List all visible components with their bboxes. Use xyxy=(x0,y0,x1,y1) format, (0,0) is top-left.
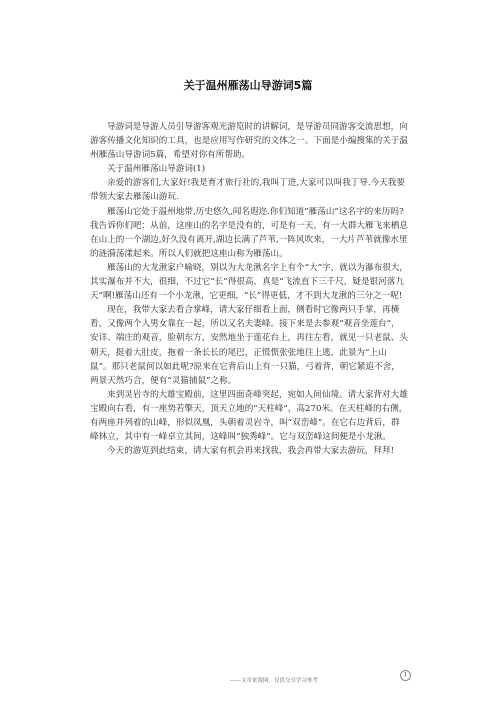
page-number-badge: 1 xyxy=(400,670,411,681)
paragraph-dalongqiu: 雁荡山的大龙湫家户喻晓，别以为大龙湫名字上有个“大”字，就以为瀑布很大，其实瀑布并不大，很细，不过它“长”得很高，真是“飞流直下三千尺，疑是银河落九天”啊!雁荡山还有一个小龙湫，它更细，“长”得更低，才不到大龙湫的三分之一呢! xyxy=(90,262,408,302)
paragraph-closing: 今天的游览到此结束，请大家有机会再来找我，我会再带大家去游玩，拜拜! xyxy=(107,446,395,457)
paragraph-hezhangfeng: 现在，我带大家去看合掌峰，请大家仔细看上面，侧看时它像两只手掌，再横看，又像两个人男女靠在一起，所以又名夫妻峰。接下来是去参观“观音坐莲台”，安详、端庄的观音，脸朝东方，安然地坐于莲花台上，再往左看，就见一只老鼠、头朝天，挺着大肚皮，拖着一条长长的尾巴，正慌慌张张地往上逃，此景为“上山鼠”。那只老鼠何以如此呢?原来在它背后山上有一只猫，弓着背，朝它紧追不舍，两景天然巧合，便有“灵猫捕鼠”之称。 xyxy=(90,305,408,386)
paragraph-intro: 导游词是导游人员引导游客观光游览时的讲解词，是导游员同游客交流思想，向游客传播文化知识的工具，也是应用写作研究的文体之一。下面是小编搜集的关于温州雁荡山导游词5篇，希望对你有所帮助。 xyxy=(90,122,408,161)
document-title: 关于温州雁荡山导游词5篇 xyxy=(183,79,313,92)
paragraph-lingyan-temple: 来到灵岩寺的大雄宝殿前，这里四面奇峰突起，宛如人间仙境。请大家背对大雄宝殿向右看，有一座势若擎天，顶天立地的“天柱峰”，高270米。在天柱峰的右侧，有两座并列着的山峰，形似凤凰，头朝着灵岩寺，叫“双峦峰”。在它右边背后，群峰林立，其中有一峰卓立其间，这峰叫“独秀峰”。它与双峦峰这间便是小龙湫。 xyxy=(90,389,408,443)
paragraph-section-heading: 关于温州雁荡山导游词(1) xyxy=(107,164,206,175)
footer-source-note: ——文章来源网，仅供分享学习参考 xyxy=(230,678,319,684)
document-body xyxy=(90,120,408,458)
paragraph-name-origin: 雁荡山它处于温州地带,历史悠久,闻名遐迩.你们知道“雁荡山”这名字的来历吗?我告诉你们吧：从前，这座山的名字是没有的，可是有一天，有一大群大雁飞来栖息在山上的一个湖边,好久没有离开,湖边长满了芦苇,一阵风吹来，一大片芦苇就像水里的涟漪荡漾起来。所以人们就把这座山称为雁荡山。 xyxy=(90,206,408,259)
paragraph-greeting: 亲爱的游客们,大家好!我是育才旅行社的,我叫丁进,大家可以叫我丁导.今天我要带领大家去雁荡山游玩. xyxy=(90,178,405,203)
